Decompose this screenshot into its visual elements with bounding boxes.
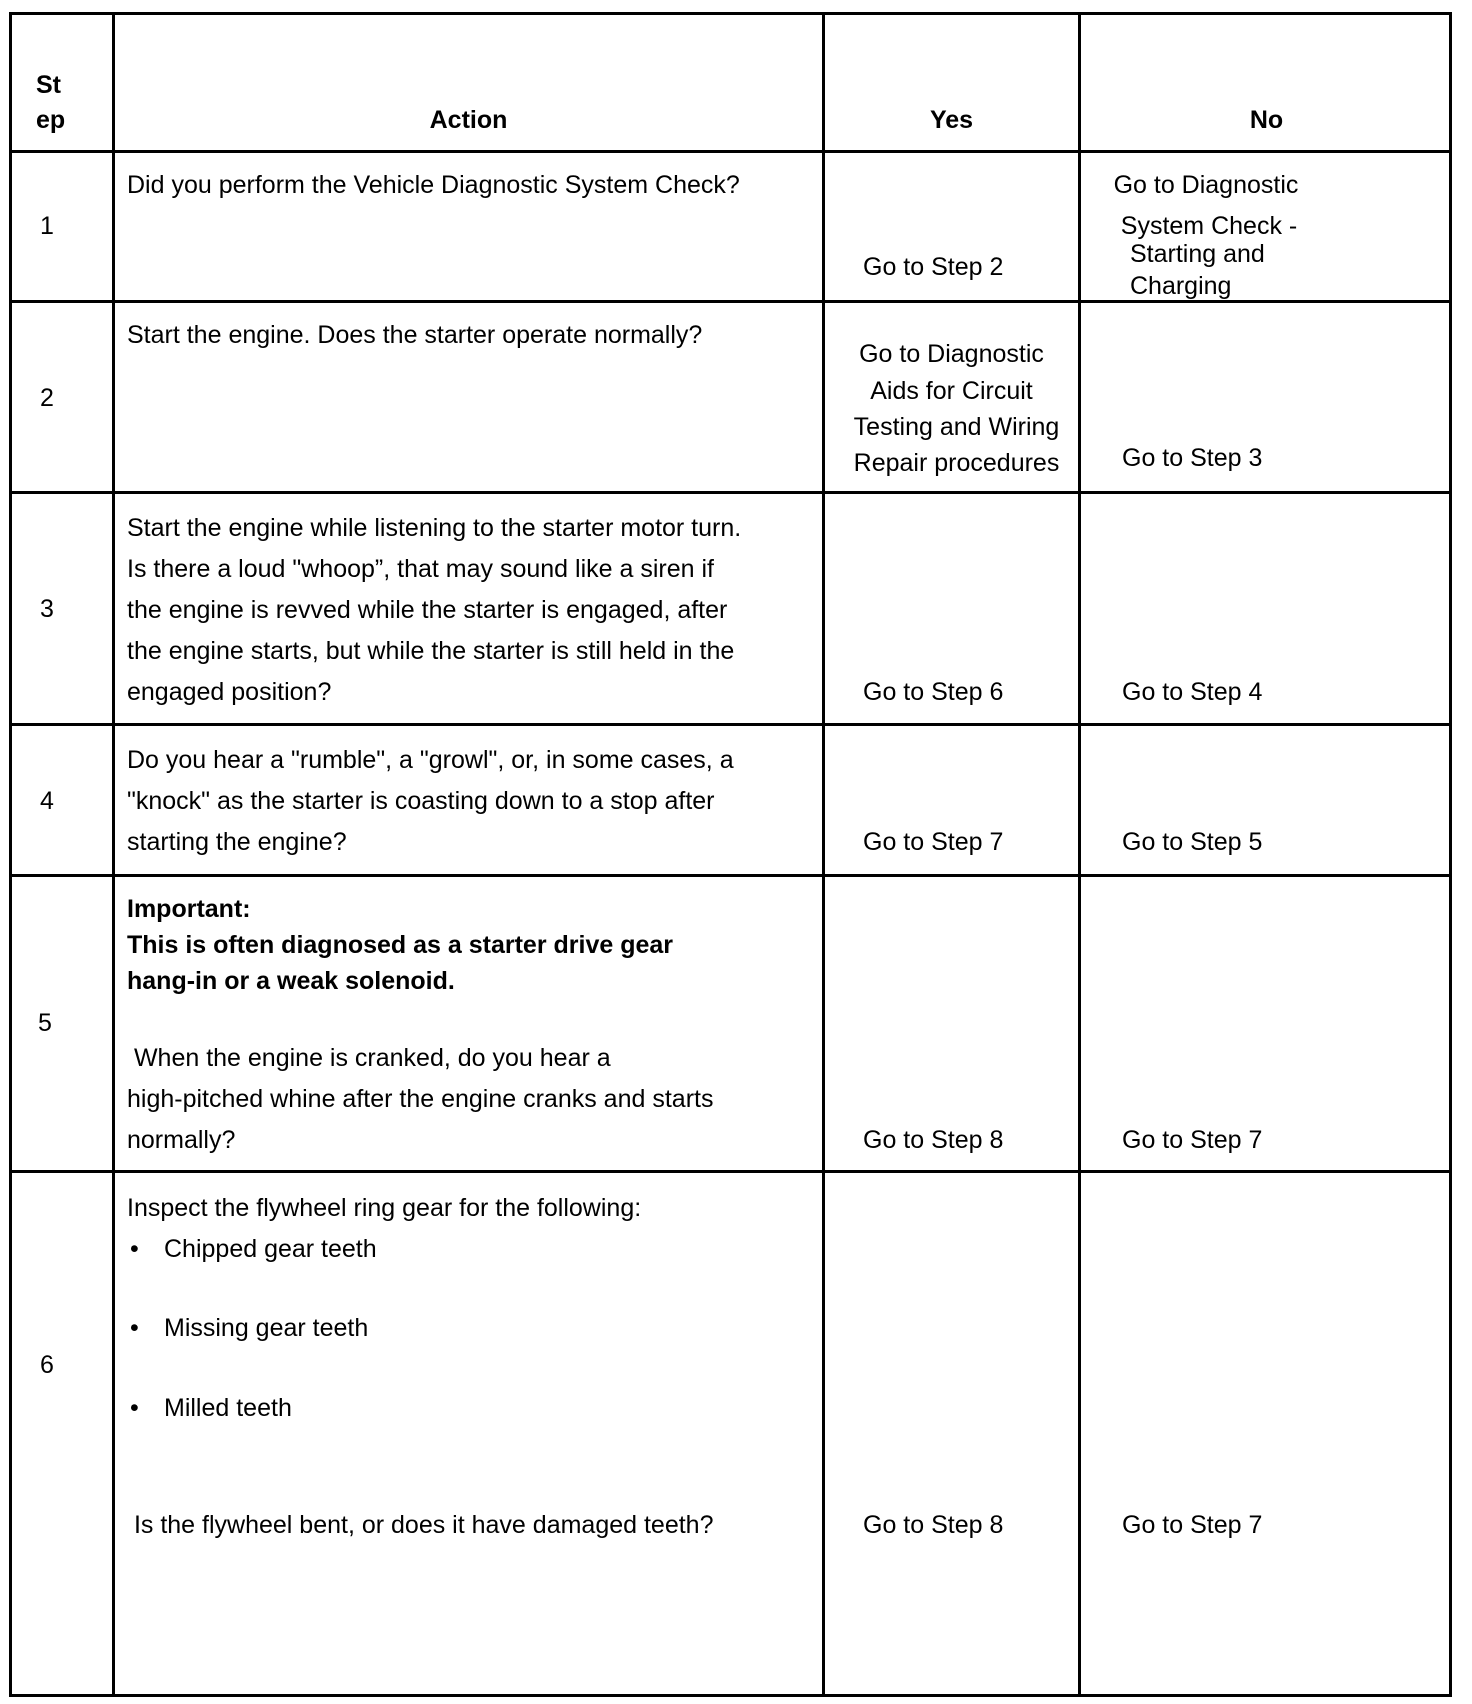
bullet-icon: • <box>130 1314 139 1342</box>
table-row <box>12 303 1449 494</box>
action-text: the engine is revved while the starter is engaged, after <box>127 596 728 624</box>
no-text: Go to Step 4 <box>1122 678 1263 706</box>
no-text: Go to Step 7 <box>1122 1511 1263 1539</box>
bullet-item: Chipped gear teeth <box>164 1235 377 1263</box>
table-row <box>12 877 1449 1173</box>
no-text: Starting and <box>1130 240 1265 268</box>
step-number: 5 <box>38 1009 52 1037</box>
step-number: 2 <box>40 384 54 412</box>
step-number: 4 <box>40 787 54 815</box>
no-text: Go to Step 5 <box>1122 828 1263 856</box>
yes-text: Testing and Wiring <box>853 413 1060 441</box>
bullet-icon: • <box>130 1235 139 1263</box>
no-text: Go to Diagnostic <box>1113 171 1299 199</box>
yes-text: Go to Step 2 <box>863 253 1004 281</box>
table-header-row <box>12 15 1449 153</box>
no-text: Go to Step 3 <box>1122 444 1263 472</box>
bullet-item: Milled teeth <box>164 1394 292 1422</box>
step-number: 3 <box>40 595 54 623</box>
step-number: 6 <box>40 1351 54 1379</box>
action-text: Is there a loud "whoop”, that may sound like a siren if <box>127 555 714 583</box>
bullet-item: Missing gear teeth <box>164 1314 369 1342</box>
action-text: Did you perform the Vehicle Diagnostic System Check? <box>127 171 740 199</box>
step-number: 1 <box>40 212 54 240</box>
yes-text: Go to Step 7 <box>863 828 1004 856</box>
table-row <box>12 494 1449 726</box>
bullet-icon: • <box>130 1394 139 1422</box>
header-no: No <box>1249 106 1284 134</box>
header-action: Action <box>429 106 508 134</box>
no-text: System Check - <box>1120 212 1298 240</box>
action-text: "knock" as the starter is coasting down to a stop after <box>127 787 715 815</box>
action-text: the engine starts, but while the starter is still held in the <box>127 637 735 665</box>
yes-text: Go to Step 8 <box>863 1511 1004 1539</box>
table-row <box>12 153 1449 303</box>
action-text: When the engine is cranked, do you hear a <box>127 1044 611 1072</box>
action-text: Is the flywheel bent, or does it have damaged teeth? <box>127 1511 714 1539</box>
action-text: Start the engine while listening to the starter motor turn. <box>127 514 742 542</box>
action-text: starting the engine? <box>127 828 347 856</box>
table-row <box>12 726 1449 877</box>
yes-text: Aids for Circuit <box>870 377 1033 405</box>
yes-text: Go to Diagnostic <box>859 340 1044 368</box>
action-text: high-pitched whine after the engine cranks and starts <box>127 1085 714 1113</box>
no-text: Go to Step 7 <box>1122 1126 1263 1154</box>
no-text: Charging <box>1130 272 1232 300</box>
yes-text: Repair procedures <box>853 449 1060 477</box>
action-text: normally? <box>127 1126 236 1154</box>
header-step-line2: ep <box>36 106 66 134</box>
yes-text: Go to Step 6 <box>863 678 1004 706</box>
header-yes: Yes <box>929 106 974 134</box>
table-row <box>12 1173 1449 1694</box>
action-text: Do you hear a "rumble", a "growl", or, in some cases, a <box>127 746 734 774</box>
important-text: hang-in or a weak solenoid. <box>127 967 455 995</box>
action-text: engaged position? <box>127 678 332 706</box>
diagnostic-table <box>9 12 1452 1697</box>
header-step-line1: St <box>36 71 61 99</box>
important-label: Important: <box>127 895 251 923</box>
action-text: Inspect the flywheel ring gear for the following: <box>127 1194 642 1222</box>
action-text: Start the engine. Does the starter operate normally? <box>127 321 703 349</box>
yes-text: Go to Step 8 <box>863 1126 1004 1154</box>
important-text: This is often diagnosed as a starter drive gear <box>127 931 674 959</box>
